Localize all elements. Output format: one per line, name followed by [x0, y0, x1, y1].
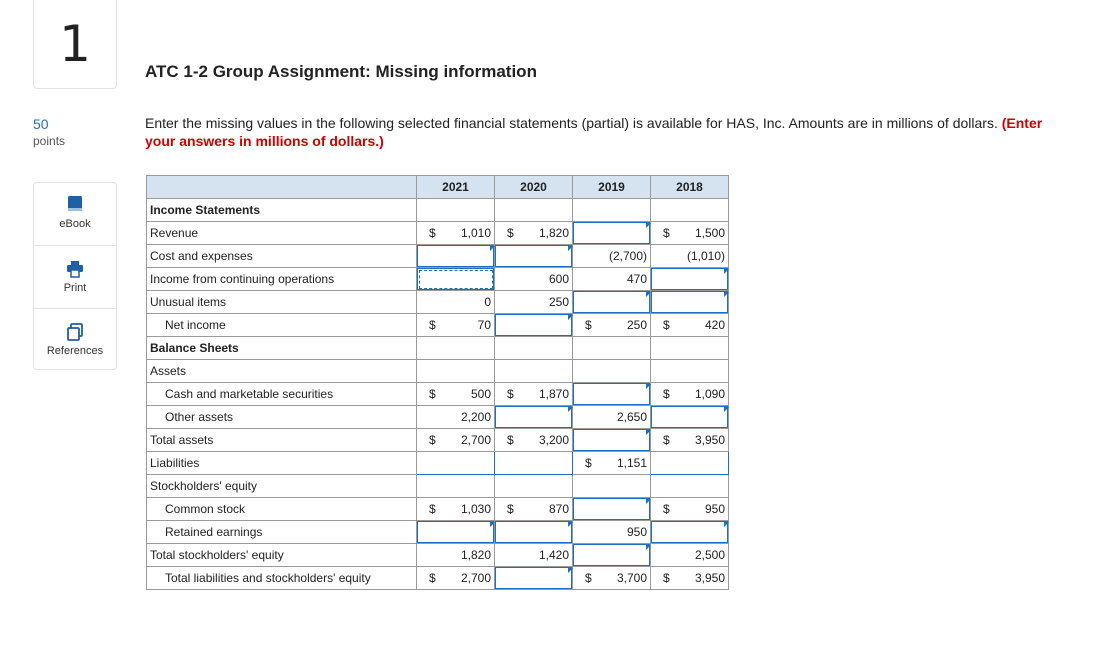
ebook-button[interactable]: [34, 183, 116, 245]
amount: 470: [626, 272, 647, 286]
answer-input[interactable]: [495, 521, 573, 544]
points-value: 50: [33, 116, 49, 132]
currency-symbol: $: [663, 387, 670, 401]
amount: 3,950: [694, 433, 725, 447]
value-cell: [417, 498, 495, 521]
answer-input[interactable]: [417, 268, 495, 291]
value-cell: [417, 291, 495, 314]
row-label: Other assets: [147, 406, 417, 429]
answer-input[interactable]: [573, 498, 651, 521]
row-label: Balance Sheets: [147, 337, 417, 360]
value-cell: [495, 199, 573, 222]
currency-symbol: $: [585, 456, 592, 470]
table-row: [147, 222, 729, 245]
amount: 0: [484, 295, 491, 309]
answer-input[interactable]: [651, 452, 729, 475]
instruction-text: Enter the missing values in the following selected financial statements (partial) is available for HAS, Inc. Amounts are in millions of dollars.: [145, 115, 998, 131]
value-cell: [573, 452, 651, 475]
table-header-row: [147, 176, 729, 199]
value-cell: [417, 337, 495, 360]
value-cell: [417, 360, 495, 383]
row-label: Stockholders' equity: [147, 475, 417, 498]
answer-input[interactable]: [495, 406, 573, 429]
value-cell: [417, 222, 495, 245]
value-cell: [417, 475, 495, 498]
table-row: [147, 567, 729, 590]
table-row: [147, 406, 729, 429]
value-cell: [417, 199, 495, 222]
question-title: ATC 1-2 Group Assignment: Missing information: [145, 62, 537, 81]
row-label: Income Statements: [147, 199, 417, 222]
table-row: [147, 291, 729, 314]
table-row: [147, 314, 729, 337]
references-label: References: [46, 345, 104, 357]
table-row: [147, 452, 729, 475]
answer-input[interactable]: [495, 452, 573, 475]
value-cell: [651, 544, 729, 567]
table-row: [147, 429, 729, 452]
value-cell: [651, 567, 729, 590]
amount: 2,700: [460, 433, 491, 447]
amount: 870: [548, 502, 569, 516]
value-cell: [495, 498, 573, 521]
answer-input[interactable]: [573, 222, 651, 245]
value-cell: [651, 245, 729, 268]
print-label: Print: [63, 282, 87, 294]
value-cell: [573, 406, 651, 429]
value-cell: [495, 337, 573, 360]
currency-symbol: $: [507, 502, 514, 516]
year-header: 2021: [417, 176, 495, 199]
amount: 2,200: [460, 410, 491, 424]
value-cell: [495, 475, 573, 498]
amount: (2,700): [608, 249, 647, 263]
references-icon: [66, 323, 84, 341]
answer-input[interactable]: [651, 521, 729, 544]
currency-symbol: $: [585, 318, 592, 332]
value-cell: [495, 268, 573, 291]
amount: 1,151: [616, 456, 647, 470]
currency-symbol: $: [507, 433, 514, 447]
row-label: Common stock: [147, 498, 417, 521]
amount: 1,870: [538, 387, 569, 401]
value-cell: [651, 337, 729, 360]
amount: 2,500: [694, 548, 725, 562]
answer-input[interactable]: [573, 429, 651, 452]
amount: 950: [626, 525, 647, 539]
currency-symbol: $: [663, 502, 670, 516]
row-label: Assets: [147, 360, 417, 383]
row-label: Cash and marketable securities: [147, 383, 417, 406]
table-row: [147, 498, 729, 521]
currency-symbol: $: [663, 571, 670, 585]
printer-icon: [66, 260, 84, 278]
value-cell: [651, 199, 729, 222]
value-cell: [573, 360, 651, 383]
answer-input[interactable]: [573, 544, 651, 567]
amount: 1,420: [538, 548, 569, 562]
table-row: [147, 245, 729, 268]
amount: 3,700: [616, 571, 647, 585]
year-header: 2019: [573, 176, 651, 199]
answer-input[interactable]: [651, 406, 729, 429]
value-cell: [573, 268, 651, 291]
answer-input[interactable]: [417, 245, 495, 268]
row-label: Unusual items: [147, 291, 417, 314]
year-header: 2020: [495, 176, 573, 199]
year-header: 2018: [651, 176, 729, 199]
question-instructions: [145, 114, 1065, 150]
amount: 600: [548, 272, 569, 286]
value-cell: [573, 245, 651, 268]
amount: 3,950: [694, 571, 725, 585]
amount: 1,030: [460, 502, 491, 516]
amount: 950: [704, 502, 725, 516]
amount: 250: [548, 295, 569, 309]
table-row: [147, 337, 729, 360]
value-cell: [651, 360, 729, 383]
row-label: Total stockholders' equity: [147, 544, 417, 567]
value-cell: [495, 360, 573, 383]
answer-input[interactable]: [495, 314, 573, 337]
row-label: Liabilities: [147, 452, 417, 475]
currency-symbol: $: [507, 226, 514, 240]
answer-input[interactable]: [495, 245, 573, 268]
value-cell: [495, 429, 573, 452]
row-label: Income from continuing operations: [147, 268, 417, 291]
currency-symbol: $: [663, 226, 670, 240]
row-label: Revenue: [147, 222, 417, 245]
value-cell: [573, 567, 651, 590]
answer-input[interactable]: [573, 383, 651, 406]
question-number: 1: [33, 0, 117, 89]
table-row: [147, 360, 729, 383]
print-button[interactable]: [34, 246, 116, 308]
amount: 250: [626, 318, 647, 332]
table-row: [147, 544, 729, 567]
amount: 1,820: [460, 548, 491, 562]
answer-input[interactable]: [573, 291, 651, 314]
row-label: Cost and expenses: [147, 245, 417, 268]
answer-input[interactable]: [651, 291, 729, 314]
table-row: [147, 475, 729, 498]
answer-input[interactable]: [495, 567, 573, 590]
amount: 500: [470, 387, 491, 401]
amount: (1,010): [686, 249, 725, 263]
value-cell: [417, 406, 495, 429]
currency-symbol: $: [663, 433, 670, 447]
row-label: Total liabilities and stockholders' equity: [147, 567, 417, 590]
value-cell: [495, 222, 573, 245]
currency-symbol: $: [429, 318, 436, 332]
book-icon: [66, 195, 84, 213]
value-cell: [651, 429, 729, 452]
table-row: [147, 383, 729, 406]
ebook-label: eBook: [59, 218, 91, 230]
amount: 70: [477, 318, 491, 332]
amount: 1,500: [694, 226, 725, 240]
currency-symbol: $: [663, 318, 670, 332]
references-button[interactable]: [34, 309, 116, 371]
value-cell: [573, 521, 651, 544]
value-cell: [417, 429, 495, 452]
currency-symbol: $: [429, 571, 436, 585]
currency-symbol: $: [429, 226, 436, 240]
value-cell: [417, 314, 495, 337]
value-cell: [417, 544, 495, 567]
amount: 2,650: [616, 410, 647, 424]
value-cell: [573, 314, 651, 337]
answer-input[interactable]: [651, 268, 729, 291]
value-cell: [573, 199, 651, 222]
answer-input[interactable]: [417, 452, 495, 475]
value-cell: [417, 567, 495, 590]
table-row: [147, 521, 729, 544]
value-cell: [651, 498, 729, 521]
points-label: points: [33, 134, 66, 148]
value-cell: [573, 337, 651, 360]
amount: 420: [704, 318, 725, 332]
amount: 1,820: [538, 226, 569, 240]
amount: 2,700: [460, 571, 491, 585]
value-cell: [495, 291, 573, 314]
header-blank-cell: [147, 176, 417, 199]
instruction-highlight: (Enter your answers in millions of dollars.): [145, 115, 1043, 149]
value-cell: [573, 475, 651, 498]
row-label: Total assets: [147, 429, 417, 452]
value-cell: [651, 222, 729, 245]
value-cell: [651, 475, 729, 498]
row-label: Net income: [147, 314, 417, 337]
amount: 1,090: [694, 387, 725, 401]
table-row: [147, 199, 729, 222]
currency-symbol: $: [507, 387, 514, 401]
value-cell: [495, 383, 573, 406]
amount: 1,010: [460, 226, 491, 240]
answer-input[interactable]: [417, 521, 495, 544]
value-cell: [651, 314, 729, 337]
row-label: Retained earnings: [147, 521, 417, 544]
currency-symbol: $: [585, 571, 592, 585]
financial-statements-table: [146, 175, 729, 590]
currency-symbol: $: [429, 502, 436, 516]
currency-symbol: $: [429, 387, 436, 401]
currency-symbol: $: [429, 433, 436, 447]
amount: 3,200: [538, 433, 569, 447]
value-cell: [651, 383, 729, 406]
value-cell: [495, 544, 573, 567]
value-cell: [417, 383, 495, 406]
table-row: [147, 268, 729, 291]
resource-sidebar: [33, 182, 117, 370]
